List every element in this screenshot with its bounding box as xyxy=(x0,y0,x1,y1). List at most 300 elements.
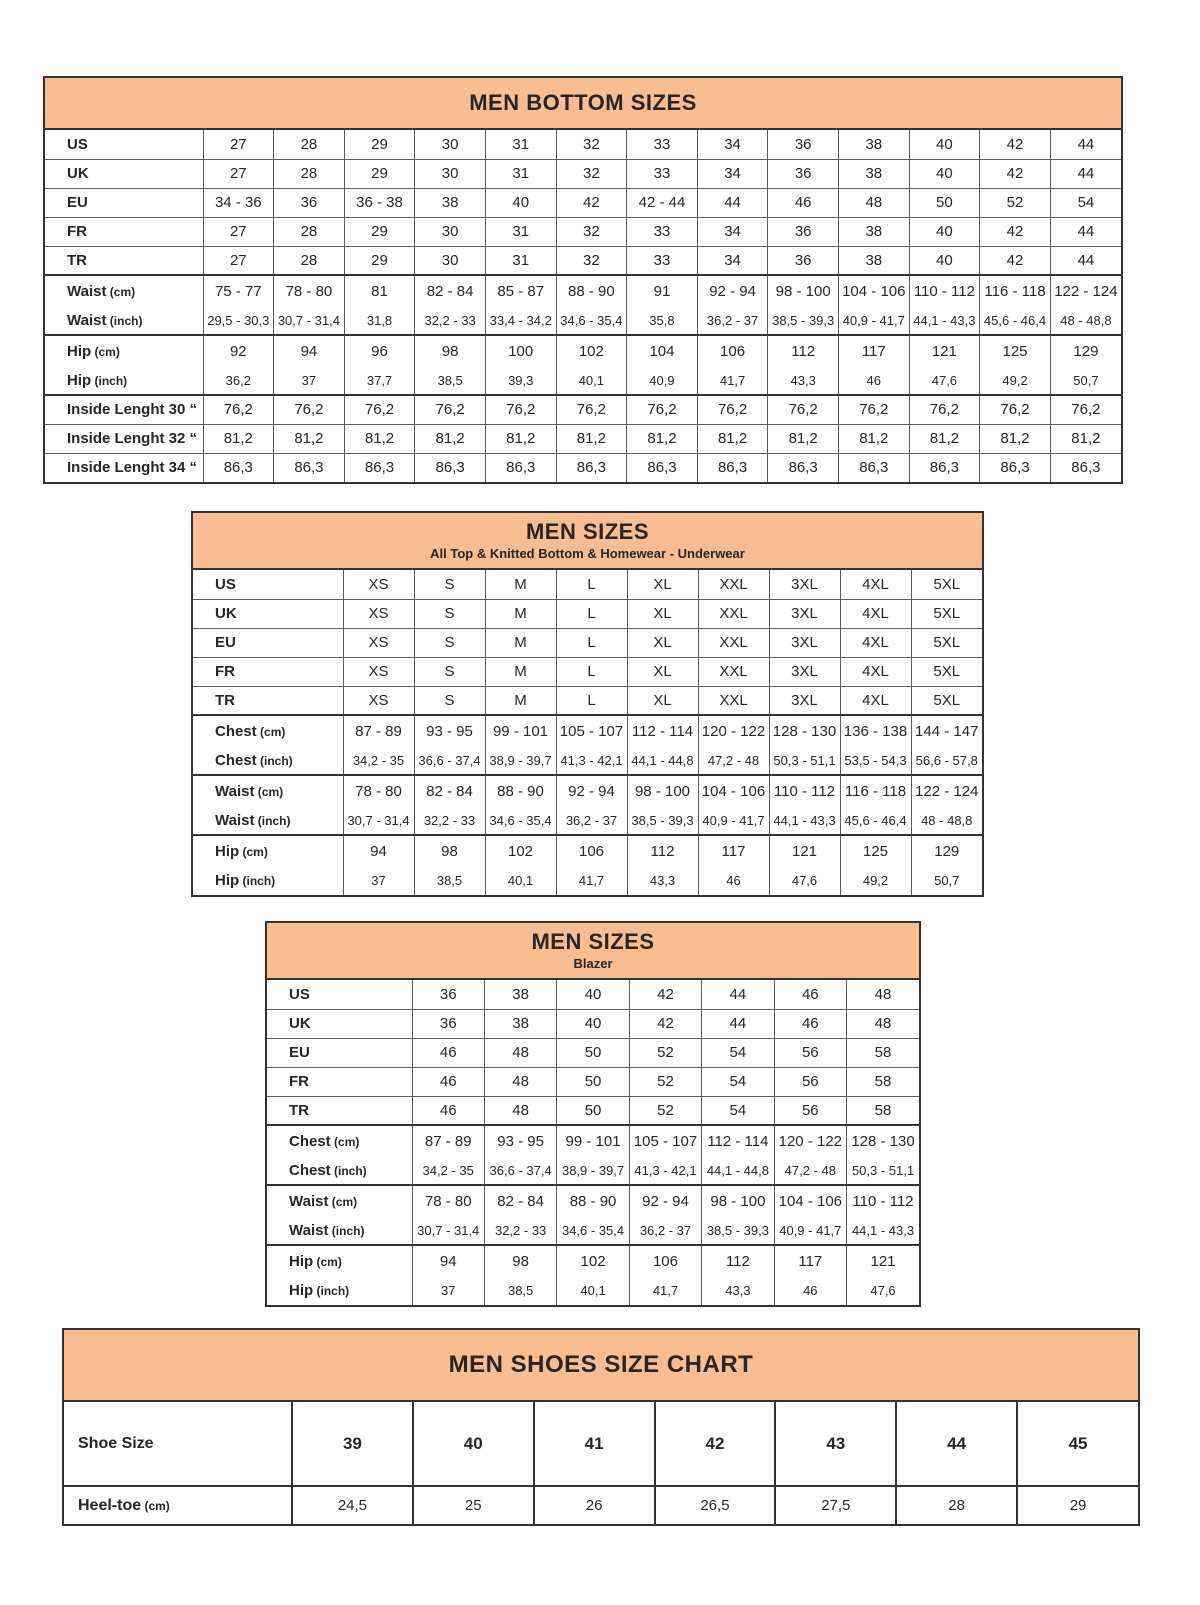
size-cell: 76,2 xyxy=(1050,395,1121,424)
table-row xyxy=(64,1486,1138,1524)
size-cell: XL xyxy=(627,570,698,599)
size-cell: 44,1 - 43,3 xyxy=(769,806,840,835)
size-cell: 120 - 122 xyxy=(774,1125,846,1156)
size-cell: 98 xyxy=(414,835,485,866)
row-label xyxy=(45,366,203,395)
row-label xyxy=(267,1009,412,1038)
size-cell: 43 xyxy=(775,1402,896,1486)
table-row xyxy=(193,775,982,806)
size-cell: 40 xyxy=(485,188,556,217)
row-label-text: Inside Lenght 30 “ xyxy=(67,401,198,419)
row-label-text: Waist xyxy=(289,1192,329,1210)
size-cell: 99 - 101 xyxy=(557,1125,629,1156)
size-cell: 122 - 124 xyxy=(911,775,982,806)
size-cell: 42 xyxy=(980,246,1051,275)
size-cell: 47,6 xyxy=(769,866,840,895)
row-label-text: Shoe Size xyxy=(78,1434,154,1452)
size-cell: 31,8 xyxy=(344,306,415,335)
row-label xyxy=(193,775,343,806)
size-cell: 121 xyxy=(909,335,980,366)
size-cell: 4XL xyxy=(840,686,911,715)
size-cell: 39,3 xyxy=(485,366,556,395)
row-label xyxy=(45,188,203,217)
size-cell: 40 xyxy=(557,980,629,1009)
size-cell: 56 xyxy=(774,1096,846,1125)
size-cell: 30,7 - 31,4 xyxy=(412,1216,484,1245)
size-cell: 36,6 - 37,4 xyxy=(484,1156,556,1185)
row-label-unit: (inch) xyxy=(91,373,128,388)
size-cell: 48 - 48,8 xyxy=(1050,306,1121,335)
size-cell: 42 - 44 xyxy=(627,188,698,217)
size-cell: 86,3 xyxy=(768,453,839,482)
size-cell: 86,3 xyxy=(556,453,627,482)
size-cell: 76,2 xyxy=(838,395,909,424)
size-cell: 81,2 xyxy=(838,424,909,453)
size-cell: 78 - 80 xyxy=(343,775,414,806)
size-cell: 38 xyxy=(415,188,486,217)
size-cell: 24,5 xyxy=(292,1486,413,1524)
size-cell: 76,2 xyxy=(909,395,980,424)
size-cell: 42 xyxy=(980,217,1051,246)
size-cell: 110 - 112 xyxy=(769,775,840,806)
size-cell: 87 - 89 xyxy=(343,715,414,746)
size-cell: 36 xyxy=(412,1009,484,1038)
size-cell: 31 xyxy=(485,246,556,275)
row-label xyxy=(267,1216,412,1245)
size-cell: 106 xyxy=(556,835,627,866)
size-cell: 86,3 xyxy=(980,453,1051,482)
row-label-text: Hip xyxy=(215,872,240,889)
size-cell: 58 xyxy=(847,1067,919,1096)
size-cell: 116 - 118 xyxy=(840,775,911,806)
size-cell: 88 - 90 xyxy=(557,1185,629,1216)
size-cell: 106 xyxy=(697,335,768,366)
size-cell: 27 xyxy=(203,246,274,275)
row-label-text: US xyxy=(67,135,88,153)
men-bottom-sizes-table xyxy=(43,76,1123,484)
table-row xyxy=(64,1402,1138,1486)
size-cell: 44,1 - 43,3 xyxy=(847,1216,919,1245)
size-cell: 86,3 xyxy=(274,453,345,482)
row-label-text: Waist xyxy=(67,311,107,329)
size-cell: 91 xyxy=(627,275,698,306)
size-cell: 41,3 - 42,1 xyxy=(556,746,627,775)
row-label-unit: (cm) xyxy=(313,1254,342,1269)
size-cell: 98 - 100 xyxy=(768,275,839,306)
table-title: MEN SHOES SIZE CHART xyxy=(448,1350,754,1378)
row-label xyxy=(45,130,203,159)
table-row xyxy=(267,1009,919,1038)
size-cell: 81,2 xyxy=(556,424,627,453)
size-cell: M xyxy=(485,570,556,599)
size-cell: 42 xyxy=(629,980,701,1009)
table-row xyxy=(267,1038,919,1067)
size-cell: S xyxy=(414,570,485,599)
size-cell: 98 - 100 xyxy=(627,775,698,806)
size-cell: 46 xyxy=(768,188,839,217)
size-cell: 117 xyxy=(838,335,909,366)
size-cell: 86,3 xyxy=(1050,453,1121,482)
row-label xyxy=(193,806,343,835)
row-label xyxy=(45,217,203,246)
size-cell: 40 xyxy=(557,1009,629,1038)
row-label xyxy=(193,866,343,895)
size-cell: 76,2 xyxy=(415,395,486,424)
row-label-text: EU xyxy=(67,194,88,211)
size-cell: 38,5 - 39,3 xyxy=(768,306,839,335)
row-label-unit: (cm) xyxy=(141,1498,170,1513)
size-cell: 48 - 48,8 xyxy=(911,806,982,835)
size-cell: 4XL xyxy=(840,570,911,599)
size-cell: 3XL xyxy=(769,657,840,686)
size-cell: 47,6 xyxy=(909,366,980,395)
size-cell: XL xyxy=(627,599,698,628)
men-top-sizes-header xyxy=(193,513,982,570)
size-cell: 42 xyxy=(980,159,1051,188)
men-top-sizes-table xyxy=(191,511,984,897)
size-cell: 40 xyxy=(909,246,980,275)
size-cell: 100 xyxy=(485,335,556,366)
size-cell: S xyxy=(414,686,485,715)
size-cell: 29 xyxy=(344,217,415,246)
size-cell: 40,1 xyxy=(557,1276,629,1305)
size-cell: 47,2 - 48 xyxy=(774,1156,846,1185)
size-cell: 58 xyxy=(847,1038,919,1067)
size-cell: 30 xyxy=(415,217,486,246)
size-cell: 99 - 101 xyxy=(485,715,556,746)
size-cell: 81 xyxy=(344,275,415,306)
table-row xyxy=(45,366,1121,395)
row-label xyxy=(193,715,343,746)
row-label xyxy=(45,424,203,453)
size-cell: 104 - 106 xyxy=(838,275,909,306)
size-cell: M xyxy=(485,686,556,715)
size-cell: 43,3 xyxy=(702,1276,774,1305)
size-cell: 41,7 xyxy=(629,1276,701,1305)
size-cell: 92 - 94 xyxy=(556,775,627,806)
size-cell: 44,1 - 44,8 xyxy=(702,1156,774,1185)
size-cell: 54 xyxy=(702,1067,774,1096)
size-cell: 44 xyxy=(1050,159,1121,188)
row-label-text: FR xyxy=(215,663,235,680)
size-cell: 32,2 - 33 xyxy=(415,306,486,335)
size-cell: S xyxy=(414,657,485,686)
size-cell: 76,2 xyxy=(203,395,274,424)
size-cell: 58 xyxy=(847,1096,919,1125)
row-label xyxy=(45,335,203,366)
row-label-text: TR xyxy=(67,251,87,269)
size-cell: 41,3 - 42,1 xyxy=(629,1156,701,1185)
size-cell: 76,2 xyxy=(627,395,698,424)
size-cell: 35,8 xyxy=(627,306,698,335)
size-cell: 36 xyxy=(768,246,839,275)
size-cell: 94 xyxy=(412,1245,484,1276)
row-label-unit: (cm) xyxy=(256,724,286,739)
size-cell: 34,2 - 35 xyxy=(412,1156,484,1185)
size-cell: 46 xyxy=(698,866,769,895)
size-cell: 40 xyxy=(909,159,980,188)
size-cell: 98 - 100 xyxy=(702,1185,774,1216)
size-cell: 112 xyxy=(768,335,839,366)
size-cell: 50 xyxy=(909,188,980,217)
size-cell: 28 xyxy=(274,217,345,246)
size-cell: 38 xyxy=(484,980,556,1009)
size-cell: 81,2 xyxy=(980,424,1051,453)
size-cell: 37,7 xyxy=(344,366,415,395)
size-cell: 110 - 112 xyxy=(847,1185,919,1216)
table-row xyxy=(267,1096,919,1125)
size-cell: 50,7 xyxy=(1050,366,1121,395)
row-label xyxy=(193,570,343,599)
size-cell: 125 xyxy=(840,835,911,866)
size-cell: 28 xyxy=(274,159,345,188)
table-row xyxy=(45,188,1121,217)
men-shoes-size-chart-header xyxy=(64,1330,1138,1402)
row-label xyxy=(267,1038,412,1067)
size-cell: 81,2 xyxy=(909,424,980,453)
size-cell: 86,3 xyxy=(838,453,909,482)
size-cell: 45,6 - 46,4 xyxy=(840,806,911,835)
size-cell: 38,5 - 39,3 xyxy=(627,806,698,835)
size-cell: 94 xyxy=(343,835,414,866)
size-cell: 50 xyxy=(557,1038,629,1067)
size-cell: 28 xyxy=(274,246,345,275)
size-cell: 5XL xyxy=(911,628,982,657)
size-cell: 112 - 114 xyxy=(702,1125,774,1156)
size-cell: 48 xyxy=(484,1096,556,1125)
size-cell: 46 xyxy=(774,1276,846,1305)
men-blazer-sizes-table xyxy=(265,921,921,1307)
size-cell: 56 xyxy=(774,1038,846,1067)
table-title: MEN BOTTOM SIZES xyxy=(469,89,697,115)
row-label-text: EU xyxy=(289,1044,310,1061)
size-cell: 32 xyxy=(556,217,627,246)
size-cell: 86,3 xyxy=(344,453,415,482)
size-cell: 82 - 84 xyxy=(415,275,486,306)
size-cell: 44 xyxy=(1050,130,1121,159)
size-cell: 81,2 xyxy=(485,424,556,453)
row-label-unit: (inch) xyxy=(256,753,293,768)
size-cell: 144 - 147 xyxy=(911,715,982,746)
size-cell: 106 xyxy=(629,1245,701,1276)
size-cell: 32 xyxy=(556,159,627,188)
size-cell: 53,5 - 54,3 xyxy=(840,746,911,775)
size-cell: 50,3 - 51,1 xyxy=(847,1156,919,1185)
size-cell: 76,2 xyxy=(768,395,839,424)
size-cell: 5XL xyxy=(911,657,982,686)
size-cell: 125 xyxy=(980,335,1051,366)
size-cell: 54 xyxy=(1050,188,1121,217)
size-cell: XXL xyxy=(698,599,769,628)
size-cell: 112 xyxy=(627,835,698,866)
size-cell: 36,2 - 37 xyxy=(556,806,627,835)
row-label-text: Heel-toe xyxy=(78,1496,142,1514)
men-top-sizes-grid xyxy=(193,570,982,895)
size-cell: 33 xyxy=(627,246,698,275)
table-row xyxy=(267,1185,919,1216)
table-row xyxy=(45,246,1121,275)
size-cell: 31 xyxy=(485,159,556,188)
size-cell: 42 xyxy=(980,130,1051,159)
row-label-text: Waist xyxy=(215,811,255,829)
size-cell: 33 xyxy=(627,130,698,159)
size-cell: 98 xyxy=(415,335,486,366)
size-cell: 76,2 xyxy=(485,395,556,424)
size-cell: 30 xyxy=(415,246,486,275)
size-cell: 26,5 xyxy=(655,1486,776,1524)
row-label-unit: (inch) xyxy=(328,1223,365,1238)
row-label xyxy=(267,980,412,1009)
size-cell: 41 xyxy=(534,1402,655,1486)
row-label xyxy=(193,746,343,775)
size-cell: 27 xyxy=(203,217,274,246)
size-cell: 34 xyxy=(697,159,768,188)
row-label xyxy=(267,1096,412,1125)
size-cell: 81,2 xyxy=(697,424,768,453)
size-cell: 34,6 - 35,4 xyxy=(557,1216,629,1245)
size-cell: 75 - 77 xyxy=(203,275,274,306)
size-cell: 36,2 - 37 xyxy=(629,1216,701,1245)
size-cell: 44,1 - 43,3 xyxy=(909,306,980,335)
size-cell: 82 - 84 xyxy=(484,1185,556,1216)
size-cell: 41,7 xyxy=(697,366,768,395)
men-shoes-size-chart-table xyxy=(62,1328,1140,1526)
size-cell: 36,2 - 37 xyxy=(697,306,768,335)
size-cell: 52 xyxy=(980,188,1051,217)
size-cell: 44 xyxy=(1050,246,1121,275)
men-blazer-sizes-header xyxy=(267,923,919,980)
size-cell: 32,2 - 33 xyxy=(414,806,485,835)
size-cell: 76,2 xyxy=(274,395,345,424)
row-label xyxy=(64,1486,292,1524)
row-label xyxy=(193,628,343,657)
size-cell: M xyxy=(485,657,556,686)
size-cell: 29 xyxy=(344,246,415,275)
size-cell: 44 xyxy=(697,188,768,217)
size-cell: 36 xyxy=(768,130,839,159)
row-label-text: TR xyxy=(289,1101,309,1119)
size-cell: 86,3 xyxy=(909,453,980,482)
row-label xyxy=(267,1067,412,1096)
size-cell: 76,2 xyxy=(697,395,768,424)
size-cell: 121 xyxy=(847,1245,919,1276)
table-title: MEN SIZES xyxy=(531,928,655,954)
row-label xyxy=(193,657,343,686)
size-cell: 85 - 87 xyxy=(485,275,556,306)
table-subtitle: All Top & Knitted Bottom & Homewear - Underwear xyxy=(430,546,745,562)
size-cell: 38 xyxy=(838,159,909,188)
row-label xyxy=(267,1245,412,1276)
size-cell: 105 - 107 xyxy=(629,1125,701,1156)
size-cell: 38,9 - 39,7 xyxy=(557,1156,629,1185)
size-cell: L xyxy=(556,628,627,657)
row-label-unit: (cm) xyxy=(254,784,284,799)
size-cell: 98 xyxy=(484,1245,556,1276)
size-cell: 3XL xyxy=(769,686,840,715)
size-cell: 30,7 - 31,4 xyxy=(274,306,345,335)
row-label-unit: (inch) xyxy=(239,874,276,888)
size-cell: 52 xyxy=(629,1067,701,1096)
size-cell: 86,3 xyxy=(627,453,698,482)
row-label-text: Waist xyxy=(289,1221,329,1239)
size-cell: 44 xyxy=(702,1009,774,1038)
size-cell: 40,9 - 41,7 xyxy=(774,1216,846,1245)
size-cell: 30,7 - 31,4 xyxy=(343,806,414,835)
size-cell: 30 xyxy=(415,130,486,159)
row-label xyxy=(45,275,203,306)
row-label-unit: (cm) xyxy=(106,284,136,299)
size-cell: L xyxy=(556,686,627,715)
size-cell: 43,3 xyxy=(768,366,839,395)
size-cell: 34 xyxy=(697,130,768,159)
size-cell: 112 xyxy=(702,1245,774,1276)
men-bottom-sizes-grid xyxy=(45,130,1121,482)
table-row xyxy=(193,835,982,866)
row-label-unit: (cm) xyxy=(330,1134,360,1149)
size-cell: 45,6 - 46,4 xyxy=(980,306,1051,335)
size-cell: 54 xyxy=(702,1038,774,1067)
size-cell: 81,2 xyxy=(415,424,486,453)
size-cell: 38,5 xyxy=(484,1276,556,1305)
size-cell: 87 - 89 xyxy=(412,1125,484,1156)
row-label-unit: (inch) xyxy=(254,813,291,828)
size-cell: 104 - 106 xyxy=(774,1185,846,1216)
table-row xyxy=(267,1067,919,1096)
size-cell: 76,2 xyxy=(980,395,1051,424)
size-cell: 122 - 124 xyxy=(1050,275,1121,306)
size-cell: 38 xyxy=(838,246,909,275)
size-cell: 86,3 xyxy=(485,453,556,482)
table-row xyxy=(45,395,1121,424)
size-cell: M xyxy=(485,599,556,628)
size-cell: XS xyxy=(343,686,414,715)
size-cell: 46 xyxy=(774,980,846,1009)
row-label-unit: (inch) xyxy=(330,1163,367,1178)
size-cell: 36,6 - 37,4 xyxy=(414,746,485,775)
row-label xyxy=(267,1185,412,1216)
size-cell: L xyxy=(556,599,627,628)
size-cell: 52 xyxy=(629,1038,701,1067)
size-cell: XL xyxy=(627,657,698,686)
row-label-text: UK xyxy=(215,605,237,622)
size-cell: 5XL xyxy=(911,599,982,628)
size-cell: 38,5 xyxy=(414,866,485,895)
size-cell: 3XL xyxy=(769,570,840,599)
size-cell: S xyxy=(414,628,485,657)
size-cell: 92 - 94 xyxy=(697,275,768,306)
size-cell: S xyxy=(414,599,485,628)
size-cell: 49,2 xyxy=(980,366,1051,395)
size-cell: 46 xyxy=(838,366,909,395)
size-cell: 44,1 - 44,8 xyxy=(627,746,698,775)
table-row xyxy=(267,1125,919,1156)
row-label-unit: (cm) xyxy=(239,844,268,859)
size-cell: 82 - 84 xyxy=(414,775,485,806)
size-cell: 92 - 94 xyxy=(629,1185,701,1216)
row-label xyxy=(193,686,343,715)
size-cell: 45 xyxy=(1017,1402,1138,1486)
row-label-text: US xyxy=(289,985,310,1003)
size-cell: 48 xyxy=(838,188,909,217)
size-cell: 86,3 xyxy=(697,453,768,482)
size-cell: 40,9 xyxy=(627,366,698,395)
size-cell: XS xyxy=(343,628,414,657)
size-cell: 34,6 - 35,4 xyxy=(556,306,627,335)
size-cell: 38 xyxy=(838,217,909,246)
size-cell: 136 - 138 xyxy=(840,715,911,746)
size-cell: 34 - 36 xyxy=(203,188,274,217)
size-cell: XS xyxy=(343,570,414,599)
